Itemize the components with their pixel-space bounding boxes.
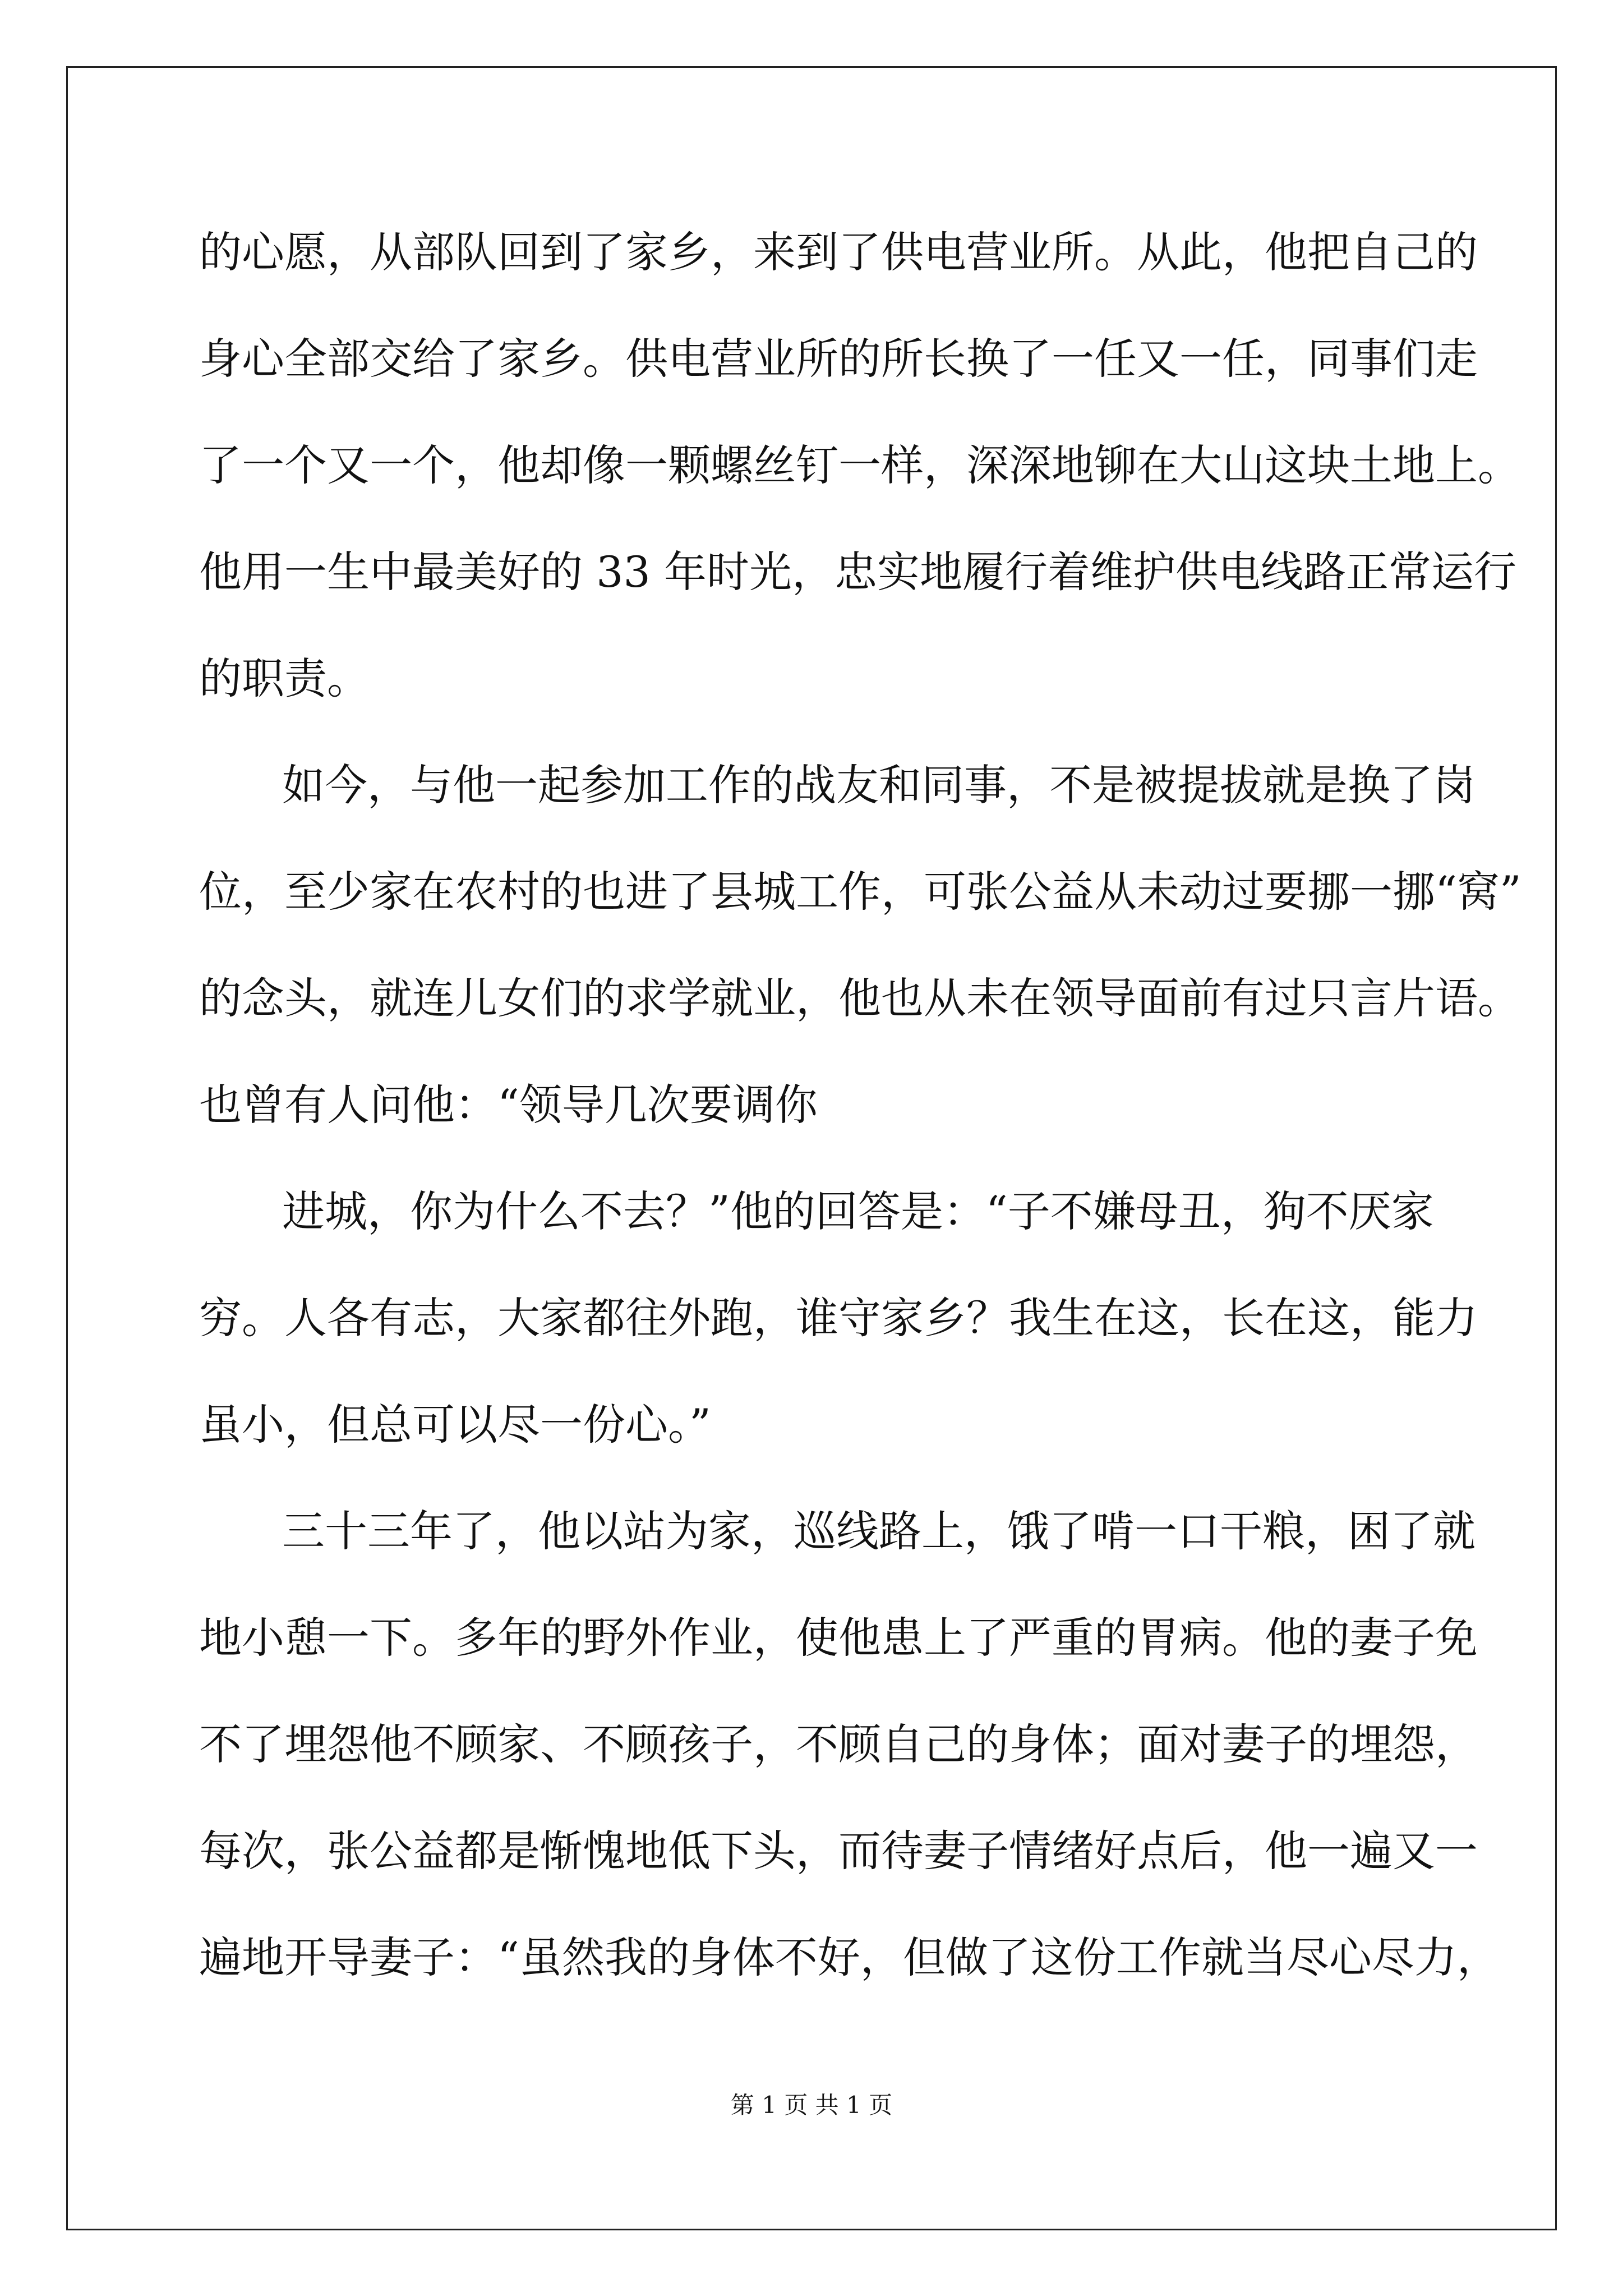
text-line: 地小憩一下。多年的野外作业，使他患上了严重的胃病。他的妻子免 (199, 1613, 1478, 1663)
text-line: 穷。人各有志，大家都往外跑，谁守家乡？我生在这，长在这，能力 (199, 1293, 1478, 1343)
text-line: 位，至少家在农村的也进了县城工作，可张公益从未动过要挪一挪“窝” (199, 867, 1521, 917)
page-footer: 第 1 页 共 1 页 (730, 2091, 893, 2119)
text-line-indented: 进城，你为什么不去？”他的回答是：“子不嫌母丑，狗不厌家 (282, 1186, 1434, 1236)
text-line: 身心全部交给了家乡。供电营业所的所长换了一任又一任，同事们走 (199, 334, 1478, 384)
text-line: 遍地开导妻子：“虽然我的身体不好，但做了这份工作就当尽心尽力， (199, 1932, 1500, 1982)
text-line: 的念头，就连儿女们的求学就业，他也从未在领导面前有过只言片语。 (199, 973, 1520, 1023)
document-body (199, 222, 1521, 2033)
text-line: 不了埋怨他不顾家、不顾孩子，不顾自己的身体；面对妻子的埋怨， (199, 1719, 1478, 1769)
text-line-indented: 如今，与他一起参加工作的战友和同事，不是被提拔就是换了岗 (282, 760, 1476, 810)
text-line: 每次，张公益都是惭愧地低下头，而待妻子情绪好点后，他一遍又一 (199, 1826, 1478, 1876)
text-line: 他用一生中最美好的 33 年时光，忠实地履行着维护供电线路正常运行 (199, 547, 1517, 597)
text-line: 了一个又一个，他却像一颗螺丝钉一样，深深地铆在大山这块土地上。 (199, 440, 1520, 490)
text-line: 也曾有人问他：“领导几次要调你 (199, 1080, 818, 1130)
text-line-indented: 三十三年了，他以站为家，巡线路上，饿了啃一口干粮，困了就 (282, 1506, 1476, 1556)
text-line: 虽小，但总可以尽一份心。” (199, 1400, 711, 1450)
text-line: 的职责。 (199, 654, 370, 703)
text-line: 的心愿，从部队回到了家乡，来到了供电营业所。从此，他把自己的 (199, 227, 1478, 277)
